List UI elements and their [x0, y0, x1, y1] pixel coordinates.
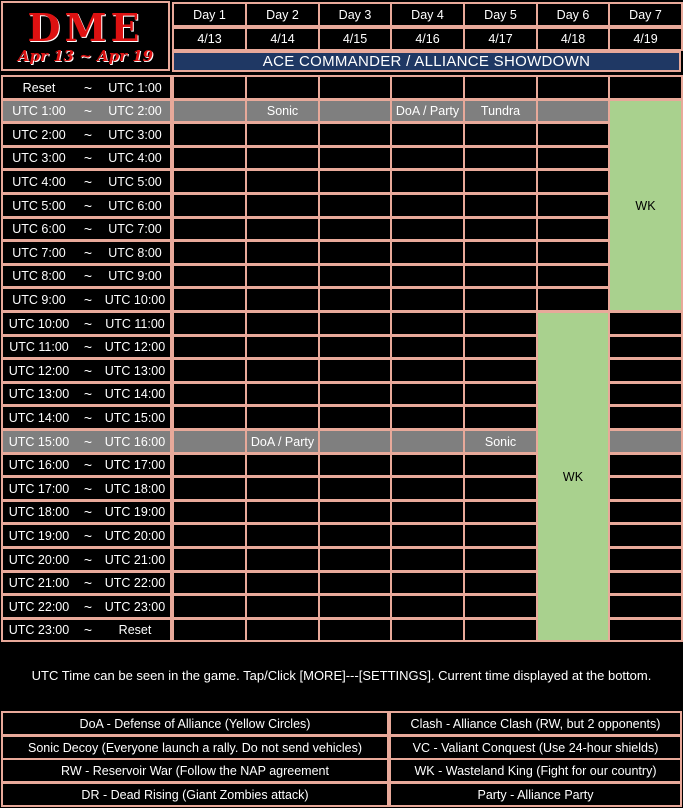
schedule-cell [172, 523, 247, 548]
day-label: Day 7 [608, 2, 683, 27]
schedule-cell [608, 571, 683, 595]
logo-subtitle: Apr 13 ~ Apr 19 [17, 47, 154, 65]
schedule-cell [390, 571, 465, 595]
time-end: UTC 5:00 [108, 174, 162, 189]
tilde-separator: ~ [83, 150, 93, 166]
schedule-cell [318, 240, 392, 265]
schedule-cell [318, 358, 392, 383]
time-slot-row [1, 547, 172, 572]
time-slot-row [1, 523, 172, 548]
schedule-cell [390, 122, 465, 147]
schedule-cell [318, 311, 392, 336]
time-slot-row [1, 146, 172, 170]
schedule-cell [245, 571, 320, 595]
schedule-cell [463, 476, 538, 501]
schedule-cell [463, 311, 538, 336]
time-start: UTC 16:00 [8, 458, 70, 472]
day-date: 4/14 [245, 27, 320, 51]
tilde-separator: ~ [83, 575, 93, 591]
schedule-cell [318, 571, 392, 595]
time-start: UTC 11:00 [9, 340, 69, 354]
schedule-cell [463, 547, 538, 572]
schedule-cell [245, 287, 320, 312]
time-end: UTC 14:00 [104, 387, 166, 401]
schedule-cell [172, 429, 247, 454]
wk-span: WK [536, 311, 610, 642]
schedule-cell [318, 217, 392, 241]
schedule-cell [318, 453, 392, 477]
day-date: 4/15 [318, 27, 392, 51]
time-end: UTC 3:00 [108, 127, 162, 142]
time-end: UTC 2:00 [108, 104, 162, 118]
event-title: ACE COMMANDER / ALLIANCE SHOWDOWN [172, 51, 681, 72]
schedule-cell [245, 618, 320, 642]
schedule-cell [463, 358, 538, 383]
schedule-cell [245, 146, 320, 170]
schedule-cell [390, 287, 465, 312]
time-end: UTC 19:00 [104, 505, 166, 519]
schedule-cell [172, 146, 247, 170]
schedule-cell [463, 122, 538, 147]
schedule-cell [390, 193, 465, 218]
event-cell: DoA / Party [390, 99, 465, 123]
schedule-cell [245, 217, 320, 241]
schedule-cell [463, 500, 538, 524]
schedule-cell [172, 453, 247, 477]
day-label: Day 6 [536, 2, 610, 27]
schedule-cell [536, 217, 610, 241]
day-date: 4/16 [390, 27, 465, 51]
tilde-separator: ~ [83, 551, 93, 568]
logo-title: DME [27, 5, 144, 50]
schedule-cell [536, 287, 610, 312]
tilde-separator: ~ [83, 339, 93, 355]
schedule-cell [318, 405, 392, 430]
schedule-cell [172, 240, 247, 265]
time-end: UTC 22:00 [104, 576, 166, 590]
schedule-cell [390, 382, 465, 406]
tilde-separator: ~ [83, 457, 93, 473]
tilde-separator: ~ [83, 433, 93, 450]
tilde-separator: ~ [83, 362, 93, 379]
schedule-cell [463, 335, 538, 359]
schedule-cell [318, 99, 392, 123]
schedule-cell [245, 547, 320, 572]
schedule-cell [463, 75, 538, 100]
schedule-cell [390, 405, 465, 430]
time-slot-row [1, 405, 172, 430]
schedule-cell [608, 547, 683, 572]
schedule-cell [608, 594, 683, 619]
schedule-cell [463, 169, 538, 194]
time-end: UTC 18:00 [104, 481, 166, 496]
schedule-cell [245, 476, 320, 501]
tilde-separator: ~ [83, 268, 93, 284]
schedule-cell [245, 264, 320, 288]
schedule-cell [536, 264, 610, 288]
schedule-cell [463, 405, 538, 430]
time-end: UTC 7:00 [108, 222, 162, 236]
schedule-cell [318, 382, 392, 406]
time-start: UTC 21:00 [8, 576, 70, 590]
schedule-cell [172, 382, 247, 406]
schedule-cell [608, 453, 683, 477]
time-start: UTC 23:00 [8, 623, 70, 637]
schedule-cell [318, 500, 392, 524]
time-slot-row [1, 217, 172, 241]
tilde-separator: ~ [83, 291, 93, 308]
schedule-cell [390, 523, 465, 548]
time-end: UTC 8:00 [108, 245, 162, 260]
schedule-cell [608, 429, 683, 454]
schedule-cell [172, 571, 247, 595]
day-date: 4/17 [463, 27, 538, 51]
schedule-cell [608, 476, 683, 501]
wk-span: WK [608, 99, 683, 312]
schedule-cell [172, 500, 247, 524]
schedule-cell [390, 358, 465, 383]
time-start: UTC 22:00 [8, 599, 70, 614]
time-end: UTC 15:00 [104, 410, 166, 425]
schedule-cell [245, 193, 320, 218]
schedule-cell [172, 264, 247, 288]
time-slot-row [1, 240, 172, 265]
time-slot-row [1, 594, 172, 619]
time-slot-row [1, 500, 172, 524]
schedule-cell [245, 382, 320, 406]
tilde-separator: ~ [83, 103, 93, 119]
legend-item: DR - Dead Rising (Giant Zombies attack) [1, 782, 389, 807]
schedule-cell [536, 99, 610, 123]
schedule-cell [536, 193, 610, 218]
schedule-cell [318, 523, 392, 548]
day-label: Day 4 [390, 2, 465, 27]
time-start: UTC 14:00 [8, 410, 70, 425]
day-label: Day 5 [463, 2, 538, 27]
time-start: UTC 19:00 [8, 528, 70, 543]
schedule-cell [463, 594, 538, 619]
schedule-cell [245, 405, 320, 430]
schedule-cell [245, 594, 320, 619]
time-slot-row [1, 311, 172, 336]
legend-item: Party - Alliance Party [389, 782, 682, 807]
schedule-cell [390, 311, 465, 336]
time-end: Reset [118, 623, 152, 637]
utc-note: UTC Time can be seen in the game. Tap/Click [MORE]---[SETTINGS]. Current time displayed at the bottom. [31, 667, 652, 683]
event-cell: Tundra [463, 99, 538, 123]
time-end: UTC 10:00 [104, 292, 166, 307]
schedule-cell [172, 405, 247, 430]
tilde-separator: ~ [83, 173, 93, 190]
time-slot-row [1, 476, 172, 501]
event-cell: Sonic [463, 429, 538, 454]
schedule-cell [318, 618, 392, 642]
schedule-cell [463, 287, 538, 312]
schedule-cell [318, 146, 392, 170]
time-end: UTC 12:00 [104, 340, 166, 354]
schedule-cell [318, 75, 392, 100]
time-end: UTC 17:00 [104, 458, 166, 472]
schedule-cell [318, 193, 392, 218]
schedule-cell [536, 146, 610, 170]
schedule-cell [245, 75, 320, 100]
schedule-cell [172, 122, 247, 147]
schedule-cell [608, 335, 683, 359]
time-start: UTC 1:00 [12, 104, 66, 118]
schedule-cell [390, 75, 465, 100]
schedule-cell [608, 311, 683, 336]
schedule-cell [318, 335, 392, 359]
schedule-cell [172, 547, 247, 572]
schedule-cell [172, 594, 247, 619]
time-start: UTC 5:00 [12, 198, 66, 213]
schedule-cell [390, 500, 465, 524]
schedule-cell [463, 523, 538, 548]
tilde-separator: ~ [83, 79, 93, 96]
schedule-cell [245, 453, 320, 477]
time-start: UTC 10:00 [8, 316, 70, 331]
time-end: UTC 1:00 [108, 80, 162, 95]
time-slot-row [1, 429, 172, 454]
legend-item: Sonic Decoy (Everyone launch a rally. Do not send vehicles) [1, 735, 389, 760]
day-label: Day 3 [318, 2, 392, 27]
schedule-cell [318, 594, 392, 619]
schedule-cell [245, 523, 320, 548]
schedule-cell [318, 476, 392, 501]
tilde-separator: ~ [83, 244, 93, 261]
time-end: UTC 23:00 [104, 599, 166, 614]
time-slot-row [1, 75, 172, 100]
schedule-cell [172, 311, 247, 336]
schedule-cell [536, 75, 610, 100]
time-end: UTC 20:00 [104, 528, 166, 543]
time-start: UTC 15:00 [8, 434, 70, 449]
schedule-cell [172, 169, 247, 194]
schedule-cell [390, 429, 465, 454]
schedule-cell [608, 523, 683, 548]
time-start: UTC 6:00 [12, 222, 66, 236]
tilde-separator: ~ [83, 598, 93, 615]
schedule-cell [608, 618, 683, 642]
schedule-cell [608, 382, 683, 406]
time-slot-row [1, 358, 172, 383]
time-start: UTC 4:00 [12, 174, 66, 189]
time-start: UTC 17:00 [8, 481, 70, 496]
schedule-cell [318, 169, 392, 194]
time-end: UTC 21:00 [104, 552, 166, 567]
time-start: UTC 20:00 [8, 552, 70, 567]
schedule-cell [390, 240, 465, 265]
schedule-cell [536, 122, 610, 147]
schedule-cell [390, 146, 465, 170]
schedule-cell [390, 264, 465, 288]
schedule-cell [245, 500, 320, 524]
time-start: UTC 12:00 [8, 363, 70, 378]
time-slot-row [1, 193, 172, 218]
schedule-cell [536, 240, 610, 265]
time-start: UTC 9:00 [12, 292, 66, 307]
schedule-cell [390, 453, 465, 477]
schedule-cell [172, 287, 247, 312]
time-slot-row [1, 335, 172, 359]
event-cell: Sonic [245, 99, 320, 123]
time-start: UTC 13:00 [8, 387, 70, 401]
schedule-cell [608, 358, 683, 383]
schedule-cell [390, 594, 465, 619]
schedule-cell [172, 335, 247, 359]
schedule-cell [390, 476, 465, 501]
schedule-cell [172, 217, 247, 241]
legend-item: Clash - Alliance Clash (RW, but 2 opponents) [389, 711, 682, 736]
schedule-cell [463, 193, 538, 218]
tilde-separator: ~ [83, 480, 93, 497]
day-label: Day 2 [245, 2, 320, 27]
schedule-cell [390, 169, 465, 194]
legend-item: RW - Reservoir War (Follow the NAP agreement [1, 758, 389, 783]
time-slot-row [1, 264, 172, 288]
time-slot-row [1, 571, 172, 595]
time-slot-row [1, 99, 172, 123]
day-label: Day 1 [172, 2, 247, 27]
day-date: 4/19 [608, 27, 683, 51]
time-end: UTC 4:00 [108, 151, 162, 165]
schedule-cell [463, 618, 538, 642]
time-slot-row [1, 169, 172, 194]
time-start: UTC 3:00 [12, 151, 66, 165]
event-cell: DoA / Party [245, 429, 320, 454]
schedule-cell [245, 311, 320, 336]
time-end: UTC 13:00 [104, 363, 166, 378]
schedule-cell [172, 75, 247, 100]
schedule-cell [390, 217, 465, 241]
legend-item: VC - Valiant Conquest (Use 24-hour shields) [389, 735, 682, 760]
time-end: UTC 11:00 [105, 316, 165, 331]
schedule-cell [245, 122, 320, 147]
schedule-cell [318, 547, 392, 572]
schedule-cell [463, 240, 538, 265]
schedule-cell [245, 358, 320, 383]
schedule-cell [390, 547, 465, 572]
time-end: UTC 6:00 [108, 198, 162, 213]
time-start: UTC 18:00 [8, 505, 70, 519]
time-start: UTC 2:00 [12, 127, 66, 142]
tilde-separator: ~ [83, 126, 93, 143]
schedule-cell [608, 75, 683, 100]
time-start: Reset [22, 80, 56, 95]
time-start: UTC 7:00 [12, 245, 66, 260]
tilde-separator: ~ [83, 315, 93, 332]
tilde-separator: ~ [83, 386, 93, 402]
schedule-cell [608, 405, 683, 430]
time-end: UTC 16:00 [104, 434, 166, 449]
tilde-separator: ~ [83, 622, 93, 638]
schedule-cell [172, 193, 247, 218]
schedule-cell [318, 122, 392, 147]
schedule-cell [318, 287, 392, 312]
schedule-cell [608, 500, 683, 524]
tilde-separator: ~ [83, 504, 93, 520]
time-slot-row [1, 618, 172, 642]
schedule-cell [536, 169, 610, 194]
schedule-cell [390, 618, 465, 642]
legend-item: WK - Wasteland King (Fight for our country) [389, 758, 682, 783]
tilde-separator: ~ [83, 409, 93, 426]
tilde-separator: ~ [83, 221, 93, 237]
schedule-cell [172, 476, 247, 501]
time-slot-row [1, 382, 172, 406]
schedule-cell [463, 217, 538, 241]
schedule-cell [172, 99, 247, 123]
schedule-cell [172, 618, 247, 642]
schedule-cell [245, 335, 320, 359]
schedule-cell [318, 429, 392, 454]
time-slot-row [1, 122, 172, 147]
tilde-separator: ~ [83, 527, 93, 544]
legend-item: DoA - Defense of Alliance (Yellow Circles) [1, 711, 389, 736]
time-start: UTC 8:00 [12, 269, 66, 283]
time-end: UTC 9:00 [108, 269, 162, 283]
schedule-cell [318, 264, 392, 288]
schedule-cell [463, 146, 538, 170]
schedule-cell [245, 169, 320, 194]
schedule-cell [463, 382, 538, 406]
schedule-cell [463, 264, 538, 288]
schedule-cell [463, 453, 538, 477]
day-date: 4/13 [172, 27, 247, 51]
schedule-cell [390, 335, 465, 359]
time-slot-row [1, 453, 172, 477]
time-slot-row [1, 287, 172, 312]
schedule-cell [245, 240, 320, 265]
tilde-separator: ~ [83, 197, 93, 214]
schedule-cell [172, 358, 247, 383]
dme-logo [1, 1, 170, 71]
schedule-cell [463, 571, 538, 595]
day-date: 4/18 [536, 27, 610, 51]
